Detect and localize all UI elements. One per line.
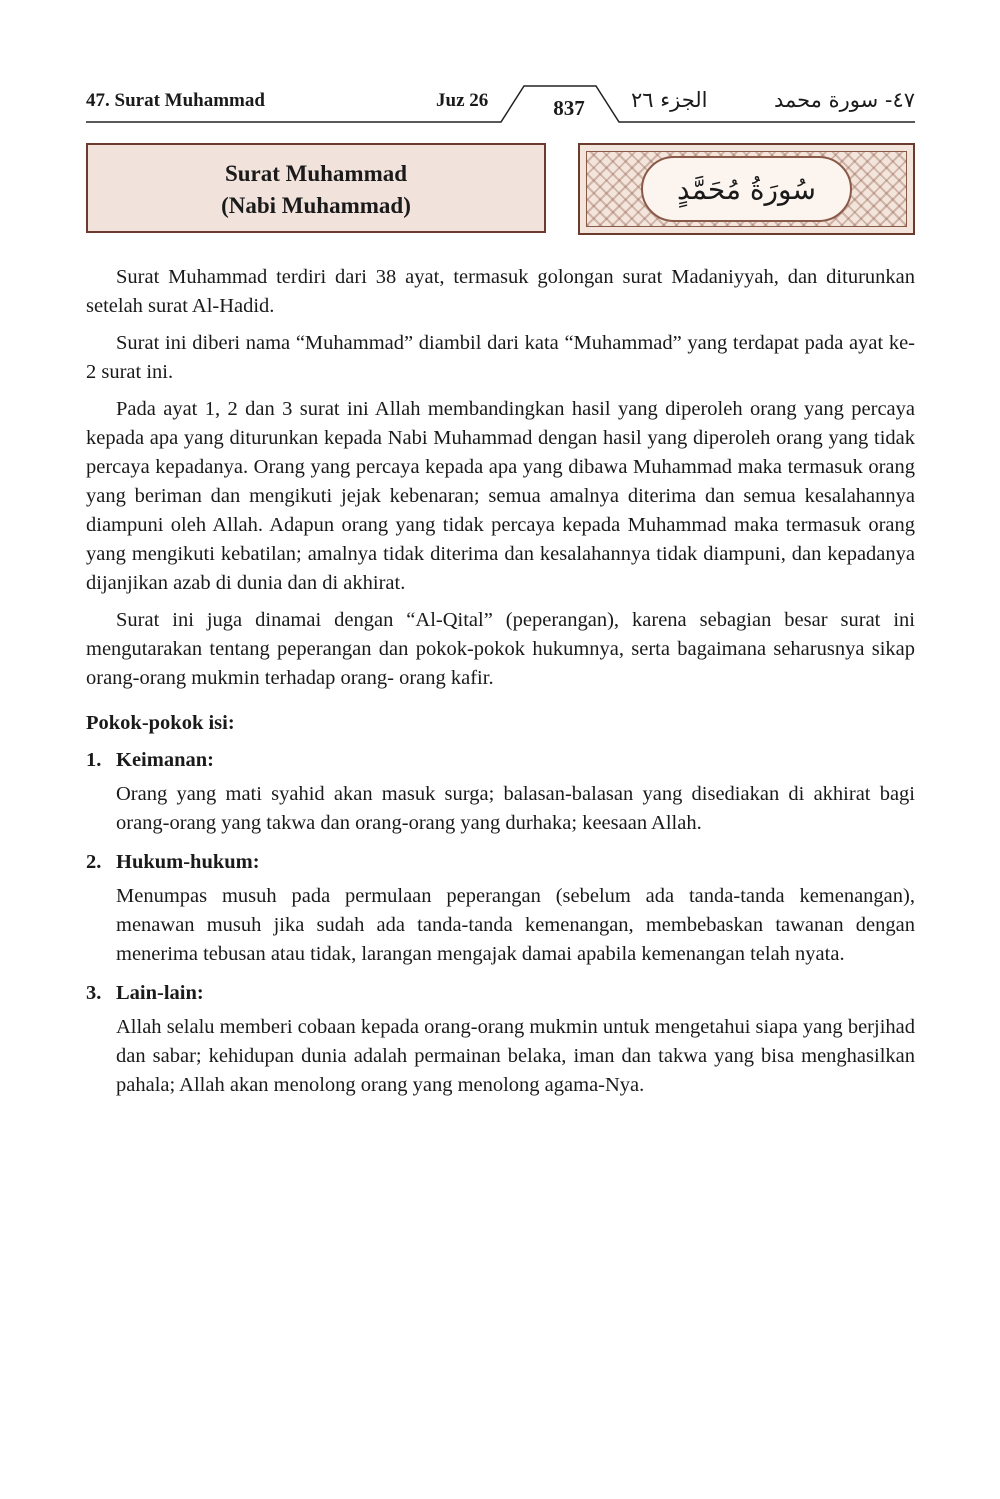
surah-title: Surat Muhammad: [224, 161, 408, 186]
page-number: 837: [553, 96, 585, 120]
header-arabic-juz: الجزء ٢٦: [631, 88, 708, 112]
header-arabic-surah: ٤٧- سورة محمد: [773, 88, 915, 112]
intro-paragraph: Surat ini diberi nama “Muhammad” diambil dari kata “Muhammad” yang terdapat pada ayat ke-2 surat ini.: [86, 332, 915, 383]
item-title: Keimanan:: [116, 749, 214, 771]
section-heading: Pokok-pokok isi:: [86, 712, 235, 734]
header-juz: Juz 26: [436, 90, 489, 111]
page-header: [86, 80, 915, 130]
content-item: [86, 848, 915, 969]
item-text: Menumpas musuh pada permulaan peperangan (sebelum ada tanda-tanda kemenangan), menawan musuh jika sudah ada tanda-tanda kemenangan, membebaskan tawanan dengan menerima tebusan atau tidak, larangan mengajak damai apabila kemenangan telah nyata.: [116, 885, 915, 965]
intro-paragraph: Surat Muhammad terdiri dari 38 ayat, termasuk golongan surat Madaniyyah, dan diturunkan setelah surat Al-Hadid.: [86, 266, 915, 317]
surah-subtitle: (Nabi Muhammad): [221, 193, 411, 218]
item-text: Allah selalu memberi cobaan kepada orang-orang mukmin untuk mengetahui siapa yang berjihad dan sabar; kehidupan dunia adalah permainan belaka, iman dan takwa yang bisa menghasilkan pahala; Allah akan menolong orang yang menolong agama-Nya.: [116, 1016, 915, 1096]
content-item: [86, 979, 915, 1100]
arabic-surah-calligraphy: سُورَةُ مُحَمَّدٍ: [641, 156, 852, 222]
item-number: 3.: [86, 982, 102, 1004]
item-text: Orang yang mati syahid akan masuk surga; balasan-balasan yang disediakan di akhirat bagi orang-orang yang takwa dan orang-orang yang durhaka; keesaan Allah.: [116, 783, 915, 834]
intro-paragraph: Surat ini juga dinamai dengan “Al-Qital” (peperangan), karena sebagian besar surat ini mengutarakan tentang peperangan dan pokok-pokok hukumnya, serta bagaimana seharusnya sikap orang-orang mukmin terhadap orang- orang kafir.: [86, 609, 915, 689]
header-surah-title: 47. Surat Muhammad: [86, 90, 265, 111]
content-item: [86, 746, 915, 838]
item-heading: [86, 746, 915, 775]
item-number: 1.: [86, 749, 102, 771]
surah-title-box: [86, 143, 546, 233]
arabic-ornament-panel: [578, 143, 915, 235]
item-heading: [86, 848, 915, 877]
ornament-pattern: [586, 151, 907, 227]
page-body: [86, 263, 915, 1110]
item-heading: [86, 979, 915, 1008]
item-title: Lain-lain:: [116, 982, 204, 1004]
item-number: 2.: [86, 851, 102, 873]
intro-paragraph: Pada ayat 1, 2 dan 3 surat ini Allah membandingkan hasil yang diperoleh orang yang percaya kepada apa yang diturunkan kepada Nabi Muhammad dengan hasil yang diperoleh orang yang tidak percaya kepadanya. Orang yang percaya kepada apa yang dibawa Muhammad maka termasuk orang yang beriman dan mengikuti jejak kebenaran; semua amalnya diterima dan semua kesalahannya diampuni oleh Allah. Adapun orang yang tidak percaya kepada Muhammad maka termasuk orang yang mengikuti kebatilan; amalnya tidak diterima dan kesalahannya tidak diampuni, dan kepadanya dijanjikan azab di dunia dan di akhirat.: [86, 398, 915, 594]
item-title: Hukum-hukum:: [116, 851, 260, 873]
